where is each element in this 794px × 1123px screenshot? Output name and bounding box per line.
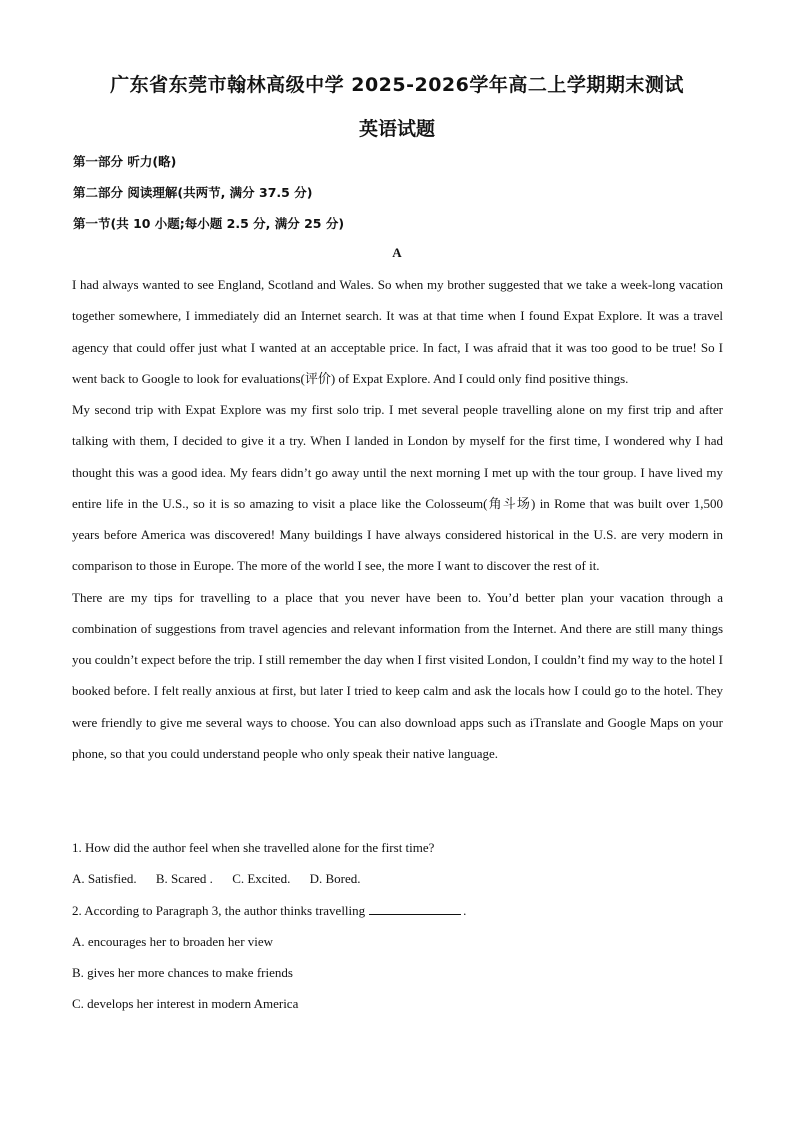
part2-heading: 第二部分 阅读理解(共两节, 满分 37.5 分): [73, 185, 313, 200]
paragraph-3: There are my tips for travelling to a place that you never have been to. You’d better plan your vacation through a combination of suggestions from travel agencies and relevant information from the Internet. And there are still many things you couldn’t expect before the trip. I still remember the day when I first visited London, I couldn’t find my way to the hotel I booked before. I felt really anxious at first, but later I tried to keep calm and ask the locals how I could go to the hotel. They were friendly to give me several ways to choose. You can also download apps such as iTranslate and Google Maps on your phone, so that you could understand people who only speak their native language.: [72, 589, 723, 761]
paragraph-1: I had always wanted to see England, Scotland and Wales. So when my brother suggested that we take a week-long vacation together somewhere, I immediately did an Internet search. It was at that time when I found Expat Explore. It was a travel agency that could offer just what I wanted at an acceptable price. In fact, I was afraid that it was too good to be true! So I went back to Google to look for evaluations(评价) of Expat Explore. And I could only find positive things.: [72, 277, 723, 386]
q2-option-b: B. gives her more chances to make friends: [72, 965, 293, 980]
question-2: [72, 895, 723, 926]
question-1-options: [72, 863, 723, 894]
question-1: 1. How did the author feel when she travelled alone for the first time?: [72, 840, 435, 855]
questions: [72, 832, 723, 1020]
exam-subtitle: 英语试题: [358, 118, 435, 140]
q2-option-a: A. encourages her to broaden her view: [72, 933, 274, 949]
exam-title: 广东省东莞市翰林高级中学 2025-2026学年高二上学期期末测试: [110, 74, 684, 96]
answer-blank: [369, 903, 461, 915]
q1-option-a: A. Satisfied.: [72, 871, 137, 887]
question-2-text: 2. According to Paragraph 3, the author thinks travelling: [72, 902, 366, 918]
q2-option-c: C. develops her interest in modern America: [72, 996, 299, 1012]
passage-text: [72, 269, 723, 769]
question-2-end: .: [463, 902, 467, 918]
section1-heading: 第一节(共 10 小题;每小题 2.5 分, 满分 25 分): [73, 216, 345, 231]
paragraph-2: My second trip with Expat Explore was my first solo trip. I met several people travelling alone on my first trip and after talking with them, I decided to give it a try. When I landed in London by myself for the first time, I wondered why I had thought this was a good idea. My fears didn’t go away until the next morning I met up with the tour group. I have lived my entire life in the U.S., so it is so amazing to visit a place like the Colosseum(角斗场) in Rome that was built over 1,500 years before America was discovered! Many buildings I have always considered historical in the U.S. are very modern in comparison to those in Europe. The more of the world I see, the more I want to discover the rest of it.: [72, 402, 723, 574]
q1-option-d: D. Bored.: [309, 871, 361, 887]
part1-heading: 第一部分 听力(略): [73, 154, 177, 169]
q1-option-c: C. Excited.: [232, 871, 291, 887]
q1-option-b: B. Scared .: [155, 871, 213, 887]
passage-label: A: [392, 245, 402, 260]
